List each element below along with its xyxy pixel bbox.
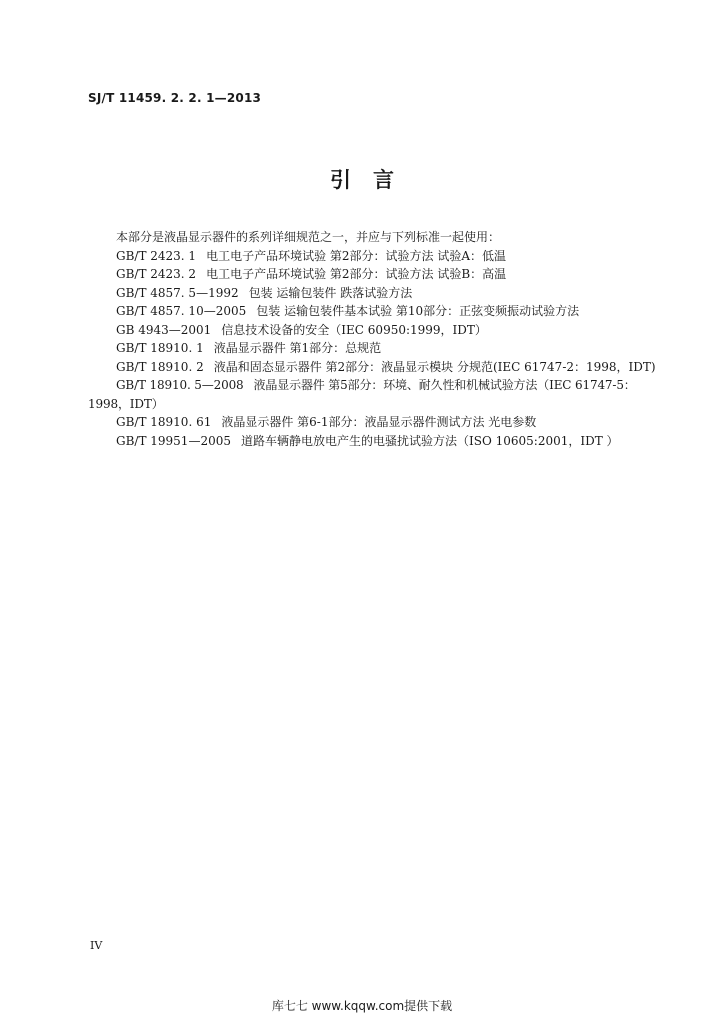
reference-title: 电工电子产品环境试验 第2部分：试验方法 试验A：低温 [206,248,507,263]
reference-item [88,358,668,377]
reference-code: GB/T 2423. 1 [116,248,197,263]
intro-paragraph: 本部分是液晶显示器件的系列详细规范之一，并应与下列标准一起使用： [116,230,501,244]
download-footer: 库七七 www.kqqw.com提供下载 [271,999,453,1013]
reference-code: GB/T 4857. 10—2005 [116,304,247,318]
reference-item [88,413,668,432]
page-title: 引言 [330,168,416,192]
reference-item [88,339,668,358]
reference-title: 液晶显示器件 第6-1部分：液晶显示器件测试方法 光电参数 [221,415,537,429]
reference-item [88,432,668,451]
reference-code: GB 4943—2001 [116,322,212,337]
reference-item [88,284,668,303]
reference-code: GB/T 18910. 5—2008 [116,378,244,392]
reference-code: GB/T 2423. 2 [116,267,197,281]
reference-code: GB/T 18910. 2 [116,359,204,374]
reference-item [88,302,668,321]
reference-item [88,321,668,340]
reference-title: 包装 运输包装件 跌落试验方法 [248,285,413,300]
reference-title: 液晶显示器件 第5部分：环境、耐久性和机械试验方法（IEC 61747-5：1998，IDT） [88,378,636,411]
standard-code-header: SJ/T 11459. 2. 2. 1—2013 [88,91,262,105]
reference-item [88,376,660,413]
reference-title: 包装 运输包装件基本试验 第10部分：正弦变频振动试验方法 [256,304,580,318]
page-number: IV [90,939,103,952]
reference-title: 道路车辆静电放电产生的电骚扰试验方法（ISO 10605:2001，IDT ） [240,433,619,448]
reference-title: 电工电子产品环境试验 第2部分：试验方法 试验B：高温 [206,267,507,281]
reference-item [88,265,668,284]
reference-code: GB/T 19951—2005 [116,433,231,448]
reference-title: 信息技术设备的安全（IEC 60950:1999，IDT） [221,322,487,337]
reference-item [88,247,668,266]
reference-title: 液晶和固态显示器件 第2部分：液晶显示模块 分规范(IEC 61747-2：1998，IDT) [213,359,656,374]
reference-code: GB/T 18910. 61 [116,415,212,429]
foreword-body [88,228,668,450]
reference-title: 液晶显示器件 第1部分：总规范 [213,341,382,355]
reference-code: GB/T 18910. 1 [116,341,204,355]
reference-code: GB/T 4857. 5—1992 [116,285,239,300]
reference-list [88,247,668,451]
